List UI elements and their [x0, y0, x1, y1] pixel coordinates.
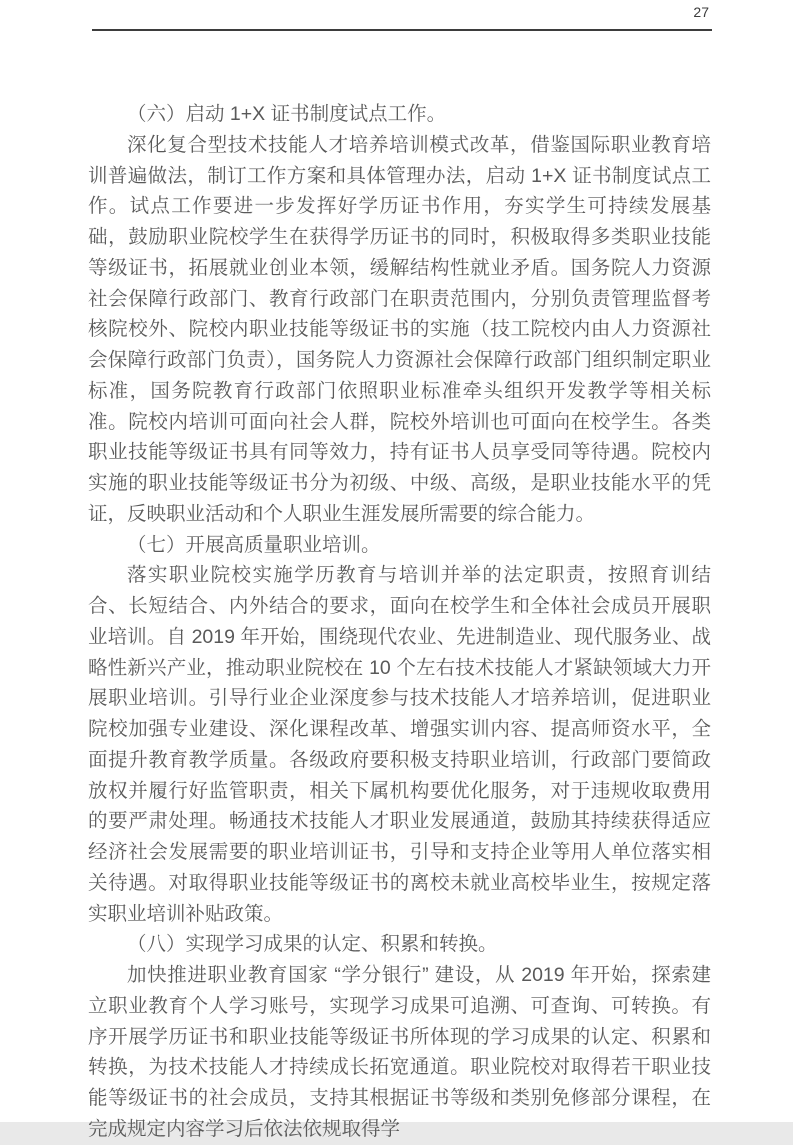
- page-number: 27: [693, 4, 709, 20]
- section-body-7: 落实职业院校实施学历教育与培训并举的法定职责，按照育训结合、长短结合、内外结合的要求，面向在校学生和全体社会成员开展职业培训。自 2019 年开始，围绕现代农业、先进制造业、现代服务业、战略性新兴产业，推动职业院校在 10 个左右技术技能人才紧缺领域大力开展职业培训。引导行业企业深度参与技术技能人才培养培训，促进职业院校加强专业建设、深化课程改革、增强实训内容、提高师资水平，全面提升教育教学质量。各级政府要积极支持职业培训，行政部门要简政放权并履行好监管职责，相关下属机构要优化服务，对于违规收取费用的要严肃处理。畅通技术技能人才职业发展通道，鼓励其持续获得适应经济社会发展需要的职业培训证书，引导和支持企业等用人单位落实相关待遇。对取得职业技能等级证书的离校未就业高校毕业生，按规定落实职业培训补贴政策。: [88, 564, 711, 925]
- section-heading-8: （八）实现学习成果的认定、积累和转换。: [127, 933, 498, 956]
- header-divider: [92, 29, 712, 31]
- document-content: [88, 99, 711, 1145]
- section-heading-7: （七）开展高质量职业培训。: [127, 533, 381, 556]
- section-body-6: 深化复合型技术技能人才培养培训模式改革，借鉴国际职业教育培训普遍做法，制订工作方案和具体管理办法，启动 1+X 证书制度试点工作。试点工作要进一步发挥好学历证书作用，夯实学生可持续发展基础，鼓励职业院校学生在获得学历证书的同时，积极取得多类职业技能等级证书，拓展就业创业本领，缓解结构性就业矛盾。国务院人力资源社会保障行政部门、教育行政部门在职责范围内，分别负责管理监督考核院校外、院校内职业技能等级证书的实施（技工院校内由人力资源社会保障行政部门负责），国务院人力资源社会保障行政部门组织制定职业标准，国务院教育行政部门依照职业标准牵头组织开发教学等相关标准。院校内培训可面向社会人群，院校外培训也可面向在校学生。各类职业技能等级证书具有同等效力，持有证书人员享受同等待遇。院校内实施的职业技能等级证书分为初级、中级、高级，是职业技能水平的凭证，反映职业活动和个人职业生涯发展所需要的综合能力。: [88, 133, 711, 525]
- section-body-8: 加快推进职业教育国家 “学分银行” 建设，从 2019 年开始，探索建立职业教育个人学习账号，实现学习成果可追溯、可查询、可转换。有序开展学历证书和职业技能等级证书所体现的学习成果的认定、积累和转换，为技术技能人才持续成长拓宽通道。职业院校对取得若干职业技能等级证书的社会成员，支持其根据证书等级和类别免修部分课程，在完成规定内容学习后依法依规取得学: [88, 964, 711, 1140]
- section-heading-6: （六）启动 1+X 证书制度试点工作。: [127, 103, 447, 125]
